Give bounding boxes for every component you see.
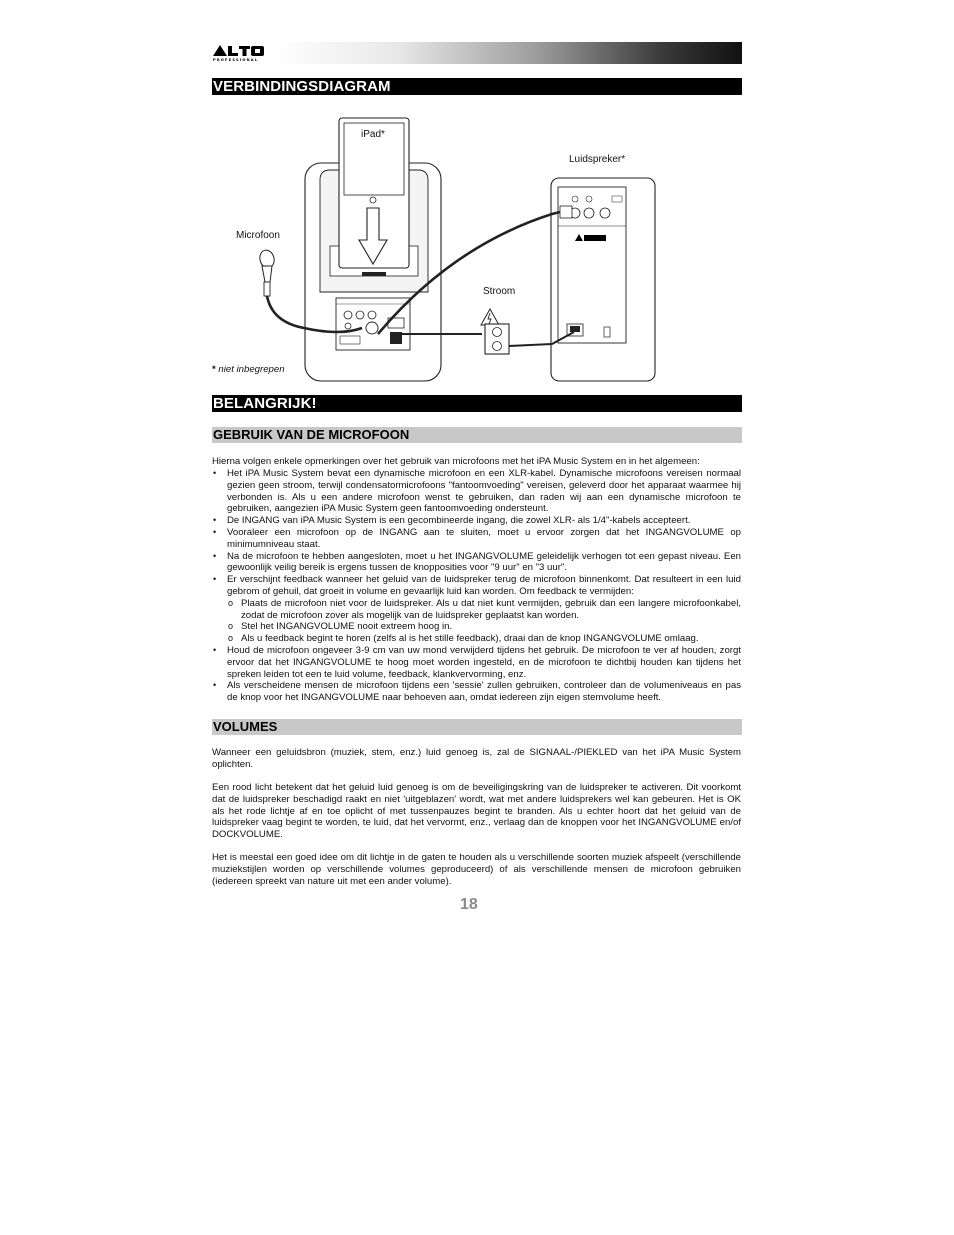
- sub-list-item: o Stel het INGANGVOLUME nooit extreem hoog in.: [227, 621, 741, 633]
- volumes-paragraph-2: Een rood licht betekent dat het geluid luid genoeg is om de beveiligingskring van de luidspreker te activeren. Dit voorkomt dat de luidspreker beschadigd raakt en niet 'uitgeblazen' wordt, wat met andere luidsprekers wel kan gebeuren. Het is OK als het rode lichtje af en toe oplicht of met tussenpauzes begint te branden. Als u echter hoort dat het geluid van de luidspreker vaag begint te worden, te luid, dat het vervormt, enz., verlaag dan de knoppen voor het INGANGVOLUME en/of DOCKVOLUME.: [212, 782, 741, 841]
- alto-logo: [212, 44, 272, 62]
- power-outlet: [481, 309, 509, 354]
- speaker: [551, 178, 655, 381]
- sub-list-item: o Als u feedback begint te horen (zelfs al is het stille feedback), draai dan de knop INGANGVOLUME omlaag.: [227, 633, 741, 645]
- mic-bullet-list: [212, 468, 741, 704]
- header-gradient-bar: [212, 42, 742, 64]
- footnote-text: niet inbegrepen: [215, 364, 285, 375]
- microphone-label: Microfoon: [236, 230, 280, 241]
- footnote: [212, 364, 285, 375]
- alto-logo-graphic: [212, 44, 272, 62]
- list-item: • Als verscheidene mensen de microfoon tijdens een 'sessie' zullen gebruiken, controleer dan de volumeniveaus en pas de knop voor het INGANGVOLUME naar behoeven aan, omdat iedereen zijn eigen stemvolume heeft.: [212, 680, 741, 704]
- footnote-star: *: [212, 364, 216, 375]
- section-title-diagram: VERBINDINGSDIAGRAM: [212, 78, 742, 95]
- section-title-important: BELANGRIJK!: [212, 395, 742, 412]
- subsection-title-volumes: VOLUMES: [212, 719, 742, 735]
- volumes-paragraph-3: Het is meestal een goed idee om dit lichtje in de gaten te houden als u verschillende soorten muziek afspeelt (verschillende muziekstijlen worden op verschillende volumes geproduceerd) of als verschillende mensen de microfoon gebruiken (iedereen spreekt van nature uit met een ander volume).: [212, 852, 741, 887]
- speaker-label: Luidspreker*: [569, 154, 626, 165]
- feedback-sub-list: [227, 598, 741, 645]
- power-label: Stroom: [483, 286, 516, 297]
- subsection-title-microphone: GEBRUIK VAN DE MICROFOON: [212, 427, 742, 443]
- connection-diagram: [212, 96, 742, 386]
- list-item: • Het iPA Music System bevat een dynamische microfoon en een XLR-kabel. Dynamische microfoons vereisen normaal gezien geen stroom, terwijl condensatormicrofoons "fantoomvoeding" vereisen, geleverd door het apparaat waarmee hij verbonden is. Als u een andere microfoon wenst te gebruiken, dan raden wij aan een dynamische microfoon te gebruiken, aangezien iPA Music System geen fantoomvoeding ondersteunt.: [212, 468, 741, 515]
- ipad-device: [339, 118, 409, 268]
- volumes-paragraph-1: Wanneer een geluidsbron (muziek, stem, enz.) luid genoeg is, zal de SIGNAAL-/PIEKLED van het iPA Music System oplichten.: [212, 747, 741, 770]
- mic-intro: Hierna volgen enkele opmerkingen over het gebruik van microfoons met het iPA Music System en in het algemeen:: [212, 456, 700, 467]
- sub-list-item: o Plaats de microfoon niet voor de luidspreker. Als u dat niet kunt vermijden, gebruik dan een langere microfoonkabel, zodat de microfoon zover als mogelijk van de luidspreker geplaatst kan worden.: [227, 598, 741, 622]
- list-item: • Vooraleer een microfoon op de INGANG aan te sluiten, moet u ervoor zorgen dat het INGANGVOLUME op minimumniveau staat.: [212, 527, 741, 551]
- list-item: • Houd de microfoon ongeveer 3-9 cm van uw mond verwijderd tijdens het gebruik. De microfoon te ver af houden, zorgt ervoor dat het INGANGVOLUME te hoog moet worden ingesteld, en de microfoon te dichtbij houden kan tijdens het spreken leiden tot een te luid volume, feedback, klankvervorming, enz.: [212, 645, 741, 680]
- list-item: • Na de microfoon te hebben aangesloten, moet u het INGANGVOLUME geleidelijk verhogen tot een gepast niveau. Een gewoonlijk veilig bereik is ergens tussen de knopposities voor "9 uur" en "3 uur".: [212, 551, 741, 575]
- list-item: • De INGANG van iPA Music System is een gecombineerde ingang, die zowel XLR- als 1/4"-kabels accepteert.: [212, 515, 741, 527]
- feedback-text: Er verschijnt feedback wanneer het geluid van de luidspreker terug de microfoon binnenkomt. Dat resulteert in een luid gebrom of gehuil, dat groeit in volume en gevaarlijk luid kan worden. Om feedback te vermijden:: [227, 574, 741, 597]
- ipad-label: iPad*: [361, 129, 385, 140]
- alto-logo-subtext: PROFESSIONAL: [213, 58, 259, 62]
- page-number: 18: [460, 896, 478, 913]
- microphone: [258, 248, 276, 296]
- list-item-feedback: [212, 574, 741, 645]
